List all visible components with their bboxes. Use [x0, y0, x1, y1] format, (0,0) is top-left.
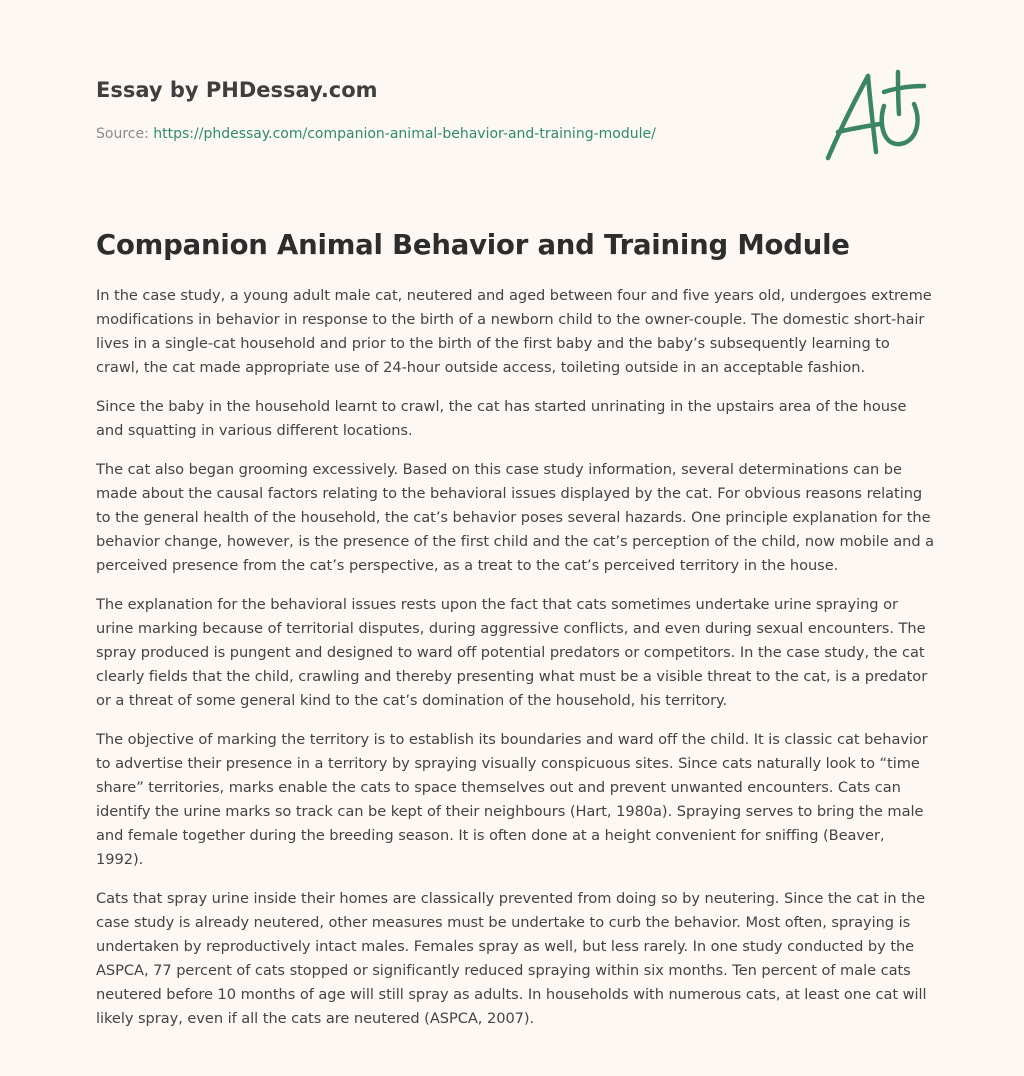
source-line: [96, 124, 796, 144]
article-body: [96, 284, 936, 1046]
brand-title: Essay by PHDessay.com: [96, 78, 378, 102]
header: [96, 76, 796, 144]
article-paragraph: In the case study, a young adult male cat, neutered and aged between four and five years old, undergoes extreme modifications in behavior in response to the birth of a newborn child to the owner-couple. The domestic short-hair lives in a single-cat household and prior to the birth of the first baby and the baby’s subsequently learning to crawl, the cat made appropriate use of 24-hour outside access, toileting outside in an acceptable fashion.: [96, 287, 932, 376]
article-paragraph: Since the baby in the household learnt to crawl, the cat has started unrinating in the upstairs area of the house and squatting in various different locations.: [96, 398, 907, 439]
source-link[interactable]: https://phdessay.com/companion-animal-behavior-and-training-module/: [153, 126, 656, 142]
source-label: Source:: [96, 126, 154, 142]
article-paragraph: The cat also began grooming excessively. Based on this case study information, several determinations can be made about the causal factors relating to the behavioral issues displayed by the cat. For obvious reasons relating to the general health of the household, the cat’s behavior poses several hazards. One principle explanation for the behavior change, however, is the presence of the first child and the cat’s perception of the child, now mobile and a perceived presence from the cat’s perspective, as a treat to the cat’s perceived territory in the house.: [96, 461, 935, 574]
article-paragraph: Cats that spray urine inside their homes are classically prevented from doing so by neutering. Since the cat in the case study is already neutered, other measures must be undertake to curb the behavior. Most often, spraying is undertaken by reproductively intact males. Females spray as well, but less rarely. In one study conducted by the ASPCA, 77 percent of cats stopped or significantly reduced spraying within six months. Ten percent of male cats neutered before 10 months of age will still spray as adults. In households with numerous cats, at least one cat will likely spray, even if all the cats are neutered (ASPCA, 2007).: [96, 890, 927, 1027]
a-plus-logo-icon: [818, 66, 930, 166]
article-title: Companion Animal Behavior and Training Module: [96, 229, 850, 261]
article-paragraph: The objective of marking the territory is to establish its boundaries and ward off the child. It is classic cat behavior to advertise their presence in a territory by spraying visually conspicuous sites. Since cats naturally look to “time share” territories, marks enable the cats to space themselves out and prevent unwanted encounters. Cats can identify the urine marks so track can be kept of their neighbours (Hart, 1980a). Spraying serves to bring the male and female together during the breeding season. It is often done at a height convenient for sniffing (Beaver, 1992).: [96, 731, 928, 868]
article-paragraph: The explanation for the behavioral issues rests upon the fact that cats sometimes undertake urine spraying or urine marking because of territorial disputes, during aggressive conflicts, and even during sexual encounters. The spray produced is pungent and designed to ward off potential predators or competitors. In the case study, the cat clearly fields that the child, crawling and thereby presenting what must be a visible threat to the cat, is a predator or a threat of some general kind to the cat’s domination of the household, his territory.: [96, 596, 928, 709]
